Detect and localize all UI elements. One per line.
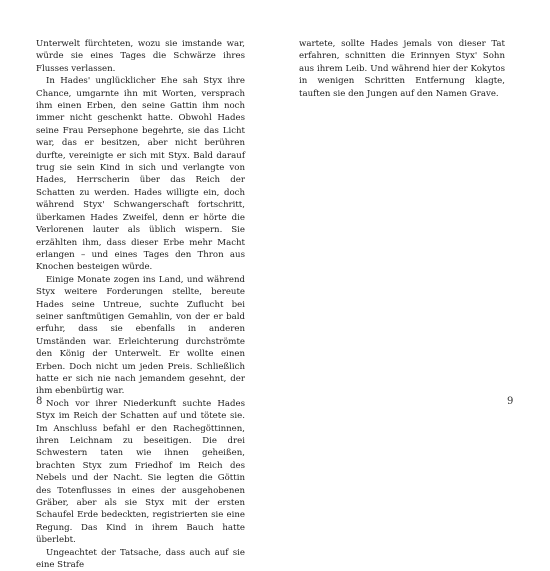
right-page-text bbox=[299, 38, 505, 100]
page-number: 9 bbox=[507, 396, 514, 407]
left-page-text bbox=[36, 38, 245, 571]
paragraph: Unterwelt fürchteten, wozu sie imstande war, würde sie eines Tages die Schwärze ihres Flusses verlassen. bbox=[36, 39, 245, 74]
right-page bbox=[275, 0, 550, 438]
paragraph: Noch vor ihrer Niederkunft suchte Hades Styx im Reich der Schatten auf und tötete sie. Im Anschluss befahl er den Rachegöttinnen, ihren Leichnam zu beseitigen. Die drei Schwestern taten wie ihnen geheißen, brachten Styx zum Friedhof im Reich des Nebels und der Nacht. Sie legten die Göttin des Totenflusses in eines der ausgehobenen Gräber, aber als sie Styx mit der ersten Schaufel Erde bedeckten, registrierten sie eine Regung. Das Kind in ihrem Bauch hatte überlebt. bbox=[36, 398, 245, 546]
paragraph: Ungeachtet der Tatsache, dass auch auf sie eine Strafe bbox=[36, 547, 245, 571]
paragraph: Einige Monate zogen ins Land, und während Styx weitere Forderungen stellte, bereute Hades seine Untreue, suchte Zuflucht bei seiner sanftmütigen Gemahlin, von der er bald erfuhr, dass sie ebenfalls in anderen Umständen war. Erleichterung durchströmte den König der Unterwelt. Er wollte einen Erben. Doch nicht um jeden Preis. Schließlich hatte er sich nie nach jemandem gesehnt, der ihm ebenbürtig war. bbox=[36, 274, 245, 397]
paragraph: wartete, sollte Hades jemals von dieser Tat erfahren, schnitten die Erinnyen Styx' Sohn aus ihrem Leib. Und während hier der Kokytos in wenigen Schritten Entfernung klagte, tauften sie den Jungen auf den Namen Grave. bbox=[299, 39, 505, 99]
page-number: 8 bbox=[36, 396, 43, 407]
paragraph: In Hades' unglücklicher Ehe sah Styx ihre Chance, umgarnte ihn mit Worten, versprach ihm einen Erben, den seine Gattin ihm noch immer nicht geschenkt hatte. Obwohl Hades seine Frau Persephone begehrte, sie das Licht war, das er besitzen, aber nicht berühren durfte, vereinigte er sich mit Styx. Bald darauf trug sie sein Kind in sich und verlangte von Hades, Herrscherin über das Reich der Schatten zu werden. Hades willigte ein, doch während Styx' Schwangerschaft fortschritt, überkamen Hades Zweifel, denn er hörte die Verlorenen lauter als üblich wispern. Sie erzählten ihm, dass dieser Erbe mehr Macht erlangen – und eines Tages den Thron aus Knochen besteigen würde. bbox=[36, 76, 245, 273]
